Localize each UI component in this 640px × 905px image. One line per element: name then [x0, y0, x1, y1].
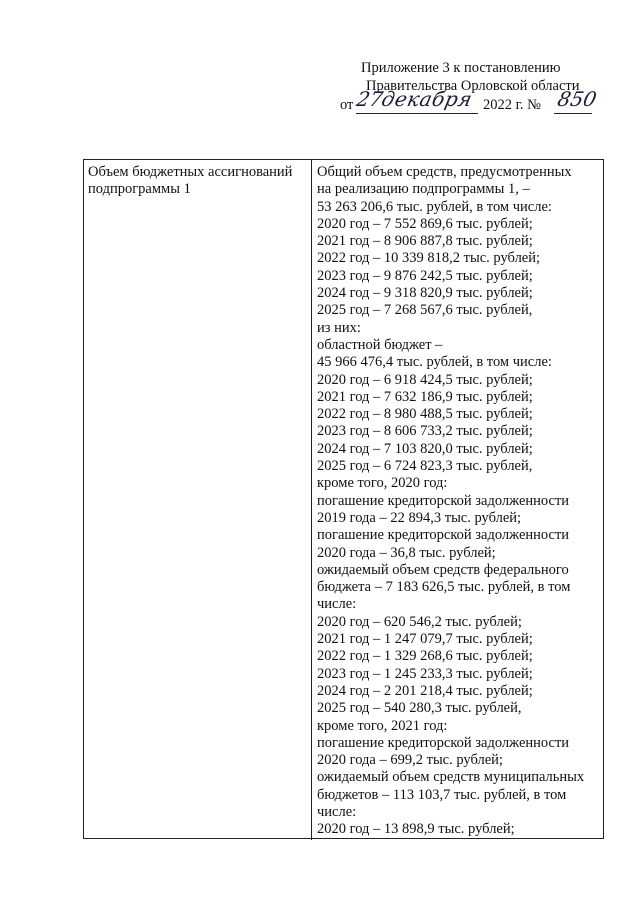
detail-line: 2020 год – 7 552 869,6 тыс. рублей; — [317, 215, 533, 232]
detail-line: ожидаемый объем средств федерального — [317, 561, 569, 578]
label-line: Объем бюджетных ассигнований — [88, 164, 293, 180]
detail-line: 2022 год – 1 329 268,6 тыс. рублей; — [317, 648, 533, 665]
detail-line: 2024 год – 7 103 820,0 тыс. рублей; — [317, 440, 533, 457]
appendix-title: Приложение 3 к постановлению — [361, 60, 561, 76]
date-prefix: от — [340, 97, 354, 113]
handwritten-day: 27 — [354, 87, 386, 111]
detail-line: 2023 год – 9 876 242,5 тыс. рублей; — [317, 267, 533, 284]
detail-line: 2023 год – 1 245 233,3 тыс. рублей; — [317, 665, 533, 682]
appendix-authority: Правительства Орловской области — [366, 78, 580, 94]
detail-line: числе: — [317, 596, 357, 613]
detail-line: погашение кредиторской задолженности — [317, 734, 570, 751]
detail-line: 2021 год – 7 632 186,9 тыс. рублей; — [317, 388, 533, 405]
resolution-date-line — [340, 87, 600, 117]
handwritten-number: 850 — [555, 87, 599, 111]
date-underline — [356, 113, 478, 114]
detail-line: 2023 год – 8 606 733,2 тыс. рублей; — [317, 423, 533, 440]
detail-line: 2024 год – 9 318 820,9 тыс. рублей; — [317, 285, 533, 302]
detail-line: областной бюджет – — [317, 336, 443, 353]
detail-line: 2024 год – 2 201 218,4 тыс. рублей; — [317, 682, 533, 699]
detail-line: 2020 года – 36,8 тыс. рублей; — [317, 544, 496, 561]
detail-line: кроме того, 2021 год: — [317, 717, 448, 734]
detail-line: из них: — [317, 319, 361, 336]
detail-line: погашение кредиторской задолженности — [317, 492, 570, 509]
detail-line: Общий объем средств, предусмотренных — [317, 164, 572, 180]
detail-line: ожидаемый объем средств муниципальных — [317, 769, 585, 786]
detail-line: бюджета – 7 183 626,5 тыс. рублей, в том — [317, 579, 571, 596]
detail-line: 2025 год – 540 280,3 тыс. рублей, — [317, 700, 522, 717]
detail-line: 2022 год – 8 980 488,5 тыс. рублей; — [317, 406, 533, 423]
allocation-details-cell — [317, 164, 602, 839]
detail-line: 2021 год – 8 906 887,8 тыс. рублей; — [317, 233, 533, 250]
document-header — [0, 0, 640, 140]
detail-line: 53 263 206,6 тыс. рублей, в том числе: — [317, 198, 552, 215]
detail-line: 2019 года – 22 894,3 тыс. рублей; — [317, 509, 522, 526]
detail-line: 2020 год – 6 918 424,5 тыс. рублей; — [317, 371, 533, 388]
detail-line: 2025 год – 6 724 823,3 тыс. рублей, — [317, 458, 533, 475]
handwritten-month: декабря — [379, 87, 475, 111]
detail-line: 2020 года – 699,2 тыс. рублей; — [317, 752, 503, 769]
year-and-number-label: 2022 г. № — [483, 97, 542, 113]
detail-line: числе: — [317, 803, 357, 820]
label-line: подпрограммы 1 — [88, 181, 191, 198]
detail-line: бюджетов – 113 103,7 тыс. рублей, в том — [317, 786, 567, 803]
detail-line: на реализацию подпрограммы 1, – — [317, 181, 530, 198]
detail-line: 2021 год – 1 247 079,7 тыс. рублей; — [317, 631, 533, 648]
detail-line: кроме того, 2020 год: — [317, 475, 448, 492]
detail-line: 2020 год – 620 546,2 тыс. рублей; — [317, 613, 522, 630]
allocation-label-cell — [88, 164, 308, 199]
detail-line: 2020 год – 13 898,9 тыс. рублей; — [317, 821, 515, 838]
budget-allocation-table — [83, 159, 604, 839]
number-underline — [554, 113, 592, 114]
column-divider — [311, 160, 312, 840]
detail-line: 45 966 476,4 тыс. рублей, в том числе: — [317, 354, 552, 371]
detail-line: погашение кредиторской задолженности — [317, 527, 570, 544]
detail-line: 2025 год – 7 268 567,6 тыс. рублей, — [317, 302, 533, 319]
detail-line: 2022 год – 10 339 818,2 тыс. рублей; — [317, 250, 541, 267]
